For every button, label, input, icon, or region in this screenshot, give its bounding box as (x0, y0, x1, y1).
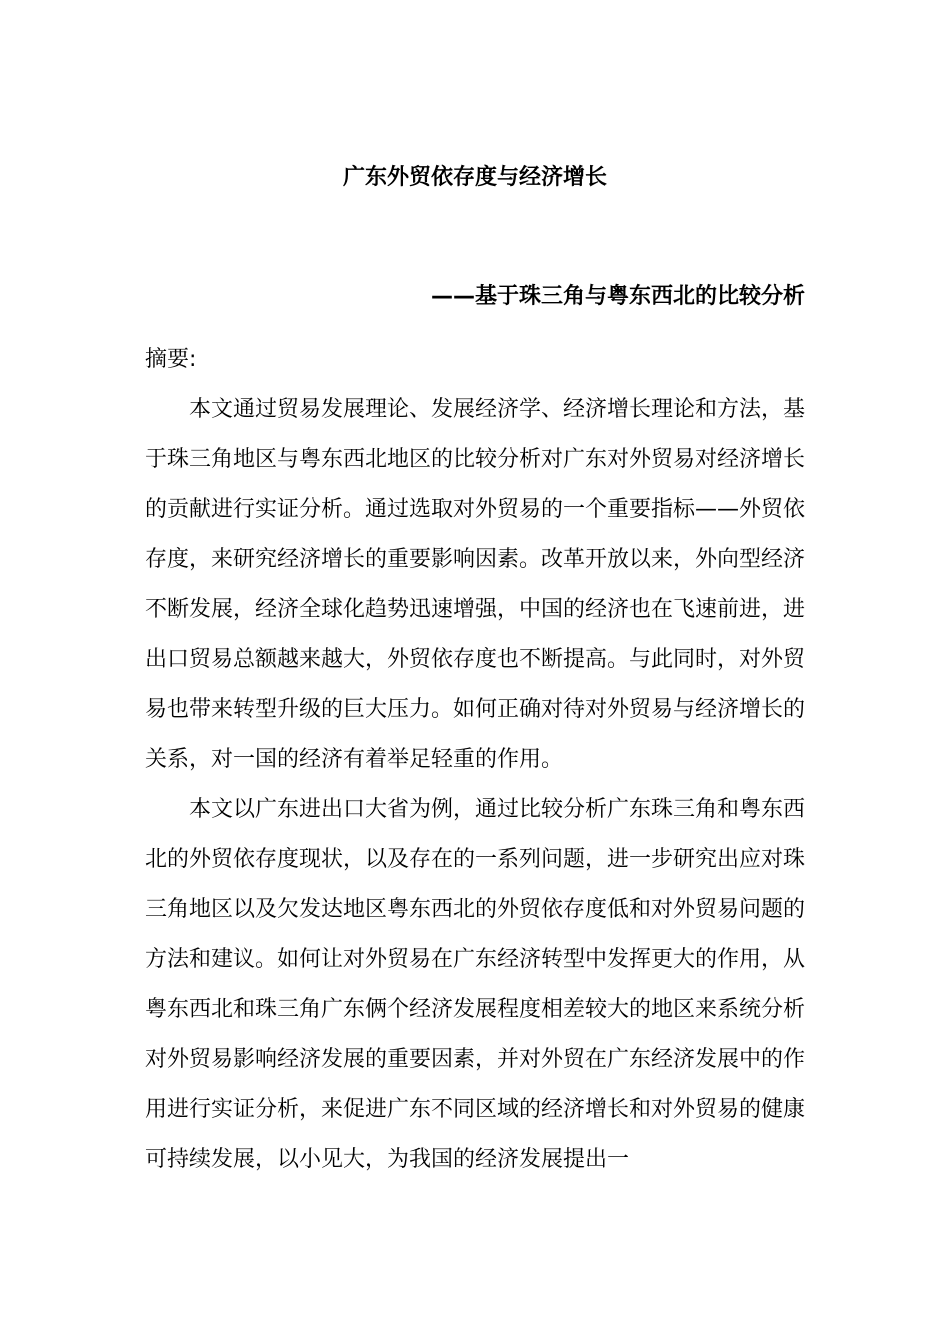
abstract-body (145, 385, 805, 1185)
document-subtitle: ——基于珠三角与粤东西北的比较分析 (430, 284, 805, 309)
abstract-paragraph-2: 本文以广东进出口大省为例，通过比较分析广东珠三角和粤东西北的外贸依存度现状，以及存在的一系列问题，进一步研究出应对珠三角地区以及欠发达地区粤东西北的外贸依存度低和对外贸易问题的方法和建议。如何让对外贸易在广东经济转型中发挥更大的作用，从粤东西北和珠三角广东俩个经济发展程度相差较大的地区来系统分析对外贸易影响经济发展的重要因素，并对外贸在广东经济发展中的作用进行实证分析，来促进广东不同区域的经济增长和对外贸易的健康可持续发展，以小见大，为我国的经济发展提出一 (145, 797, 806, 1172)
abstract-paragraph-1: 本文通过贸易发展理论、发展经济学、经济增长理论和方法，基于珠三角地区与粤东西北地区的比较分析对广东对外贸易对经济增长的贡献进行实证分析。通过选取对外贸易的一个重要指标——外贸依存度，来研究经济增长的重要影响因素。改革开放以来，外向型经济不断发展，经济全球化趋势迅速增强，中国的经济也在飞速前进，进出口贸易总额越来越大，外贸依存度也不断提高。与此同时，对外贸易也带来转型升级的巨大压力。如何正确对待对外贸易与经济增长的关系，对一国的经济有着举足轻重的作用。 (145, 397, 806, 772)
document-title: 广东外贸依存度与经济增长 (342, 165, 607, 190)
abstract-label: 摘要: (145, 347, 197, 372)
